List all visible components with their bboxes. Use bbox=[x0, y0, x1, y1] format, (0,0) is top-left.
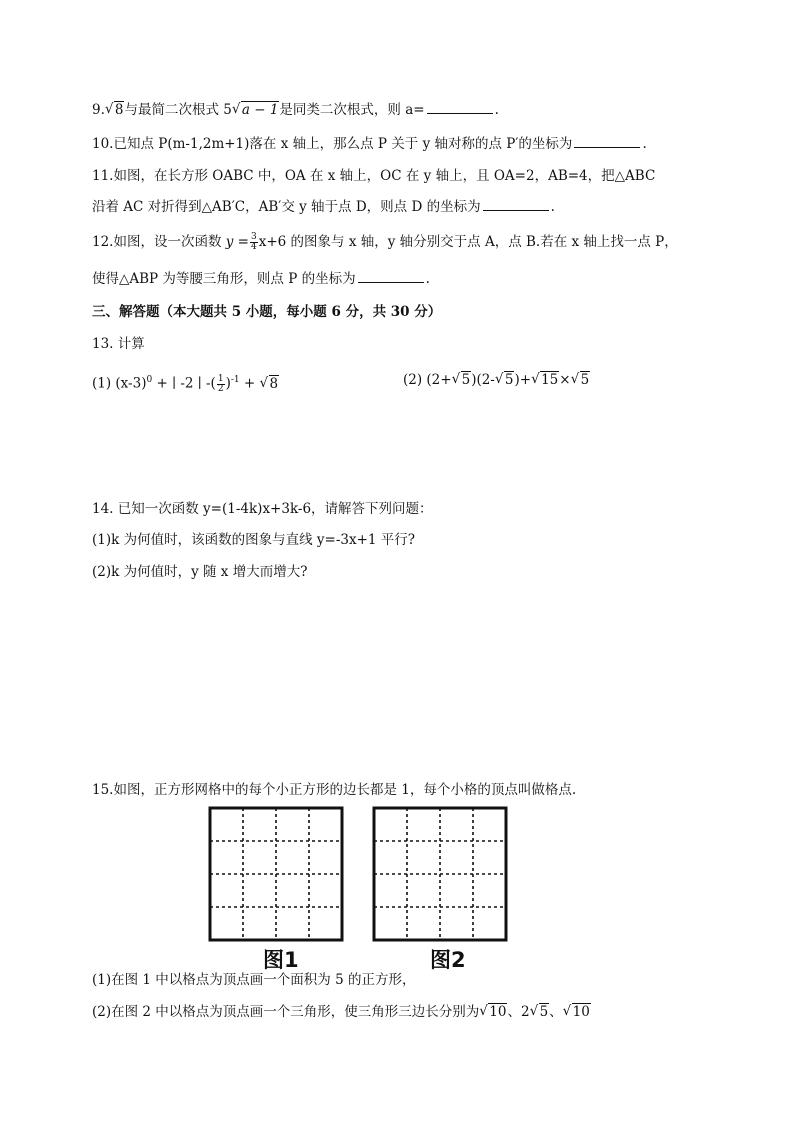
question-14-part1: (1)k 为何值时，该函数的图象与直线 y=-3x+1 平行? bbox=[92, 532, 416, 548]
question-10: 10.已知点 P(m-1,2m+1)落在 x 轴上，那么点 P 关于 y 轴对称的点 P′的坐标为 . bbox=[92, 136, 647, 152]
question-15-part1: (1)在图 1 中以格点为顶点画一个面积为 5 的正方形， bbox=[92, 972, 416, 988]
question-13-part1: (1) $(x-3)^0$ + ∣ -2 ∣ -( $\frac{1}{2}$ )$^{-1}$ + √ 8 bbox=[92, 370, 279, 394]
grid-figure-1 bbox=[206, 804, 346, 944]
question-15-part2: (2)在图 2 中以格点为顶点画一个三角形，使三角形三边长分别为√ 10、2√ 5、√ 10 bbox=[92, 1002, 591, 1022]
answer-blank bbox=[574, 134, 640, 148]
question-9: 9.√ 8与最简二次根式 5√ a − 1是同类二次根式，则 a= . bbox=[92, 100, 499, 120]
grid-figure-2 bbox=[370, 804, 510, 944]
question-13-title: 13. 计算 bbox=[92, 336, 145, 352]
question-14-title: 14. 已知一次函数 y=(1-4k)x+3k-6，请解答下列问题： bbox=[92, 501, 433, 517]
question-12-line2: 使得△ABP 为等腰三角形，则点 P 的坐标为 . bbox=[92, 271, 430, 287]
question-14-part2: (2)k 为何值时，y 随 x 增大而增大? bbox=[92, 564, 308, 580]
question-13-part2: (2) (2+√ 5)(2-√ 5)+√ 15×√ 5 bbox=[403, 370, 590, 390]
answer-blank bbox=[427, 100, 493, 114]
question-11-line1: 11.如图，在长方形 OABC 中，OA 在 x 轴上，OC 在 y 轴上，且 OA=2，AB=4，把△ABC bbox=[92, 168, 656, 184]
sqrt-a-minus-1: √ a − 1 bbox=[232, 100, 280, 120]
section-3-heading: 三、解答题（本大题共 5 小题，每小题 6 分，共 30 分） bbox=[92, 304, 442, 320]
figure-2-caption: 图2 bbox=[430, 948, 466, 972]
answer-blank bbox=[358, 269, 424, 283]
question-12-line1: 12.如图，设一次函数 y = $\frac{3}{4}$ x+6 的图象与 x 轴，y 轴分别交于点 A，点 B.若在 x 轴上找一点 P， bbox=[92, 232, 678, 252]
question-11-line2: 沿着 AC 对折得到△AB′C，AB′交 y 轴于点 D，则点 D 的坐标为 . bbox=[92, 199, 555, 215]
fraction-3-4: $\frac{3}{4}$ bbox=[251, 232, 257, 252]
answer-blank bbox=[483, 197, 549, 211]
sqrt-8: √ 8 bbox=[105, 100, 125, 120]
figure-1-caption: 图1 bbox=[263, 948, 299, 972]
question-15-title: 15.如图，正方形网格中的每个小正方形的边长都是 1，每个小格的顶点叫做格点. bbox=[92, 782, 577, 798]
